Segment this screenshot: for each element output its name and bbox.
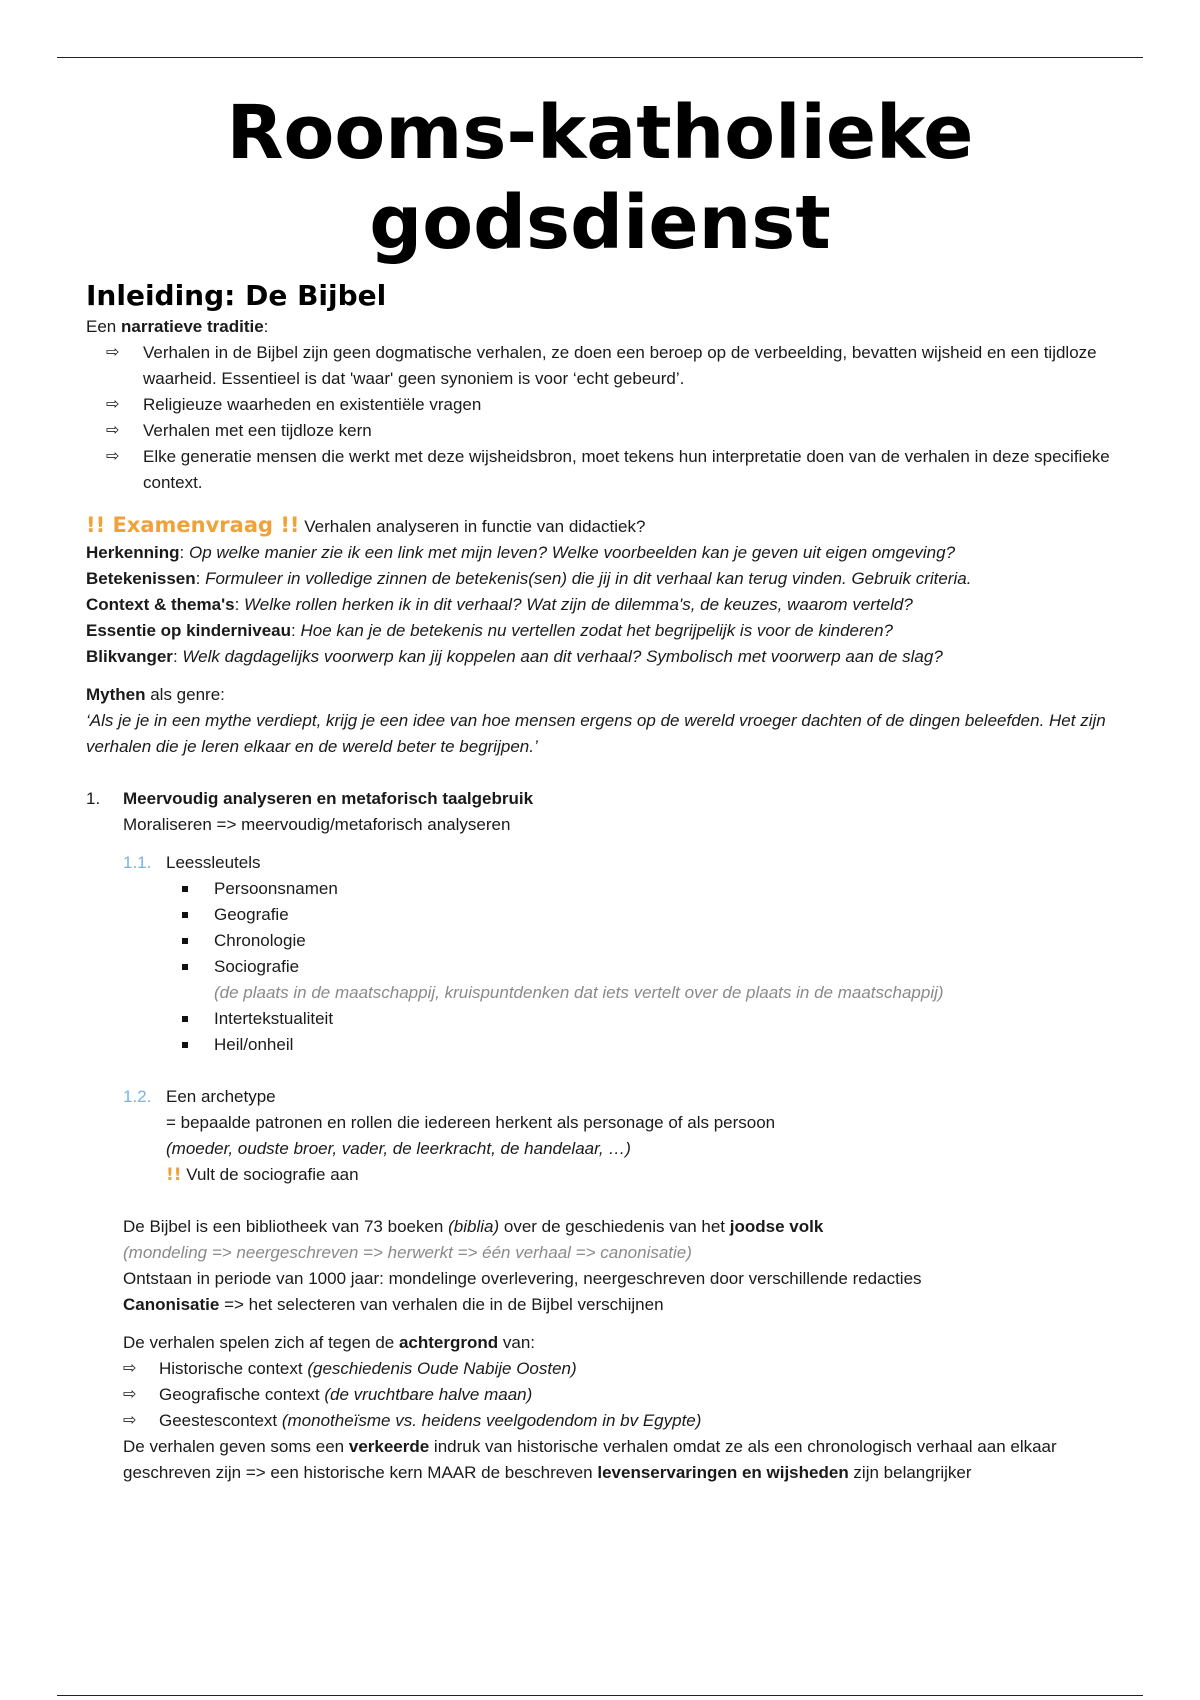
intro-line (86, 314, 1126, 340)
spacer (86, 1058, 1126, 1084)
title-line-1: Rooms-katholieke (226, 90, 974, 176)
list-item-text: Heil/onheil (214, 1035, 294, 1054)
spacer (86, 838, 1126, 850)
archetype-definition: = bepaalde patronen en rollen die iedereen herkent als personage of als persoon (166, 1113, 776, 1132)
square-bullet-icon (182, 964, 188, 970)
background-intro (86, 1330, 1126, 1356)
mythen-line (86, 682, 1126, 708)
top-rule (57, 57, 1143, 58)
subsection-1-1-title (86, 850, 1126, 876)
note-text: (de plaats in de maatschappij, kruispuntdenken dat iets vertelt over de plaats in de maatschappij) (214, 983, 944, 1002)
list-item (86, 1006, 1126, 1032)
list-item (86, 392, 1126, 418)
archetype-warning (86, 1162, 1126, 1188)
spacer (86, 1188, 1126, 1214)
warning-icon: !! (166, 1165, 182, 1185)
background-post: van: (498, 1333, 536, 1352)
intro-bold: narratieve traditie (120, 317, 264, 336)
arrow-icon: ⇨ (106, 344, 120, 361)
mythen-bold: Mythen (86, 685, 146, 704)
square-bullet-icon (182, 886, 188, 892)
background-bold: achtergrond (398, 1333, 499, 1352)
intro-point-text: Religieuze waarheden en existentiële vragen (143, 395, 482, 414)
subsection-title-text: Een archetype (166, 1087, 276, 1106)
subsection-1-2-title (86, 1084, 1126, 1110)
list-item (123, 1408, 1126, 1434)
closing-paragraph (86, 1434, 1126, 1486)
background-list (123, 1356, 1126, 1434)
context-italic: (de vruchtbare halve maan) (324, 1385, 533, 1404)
criterion: Context & thema's: Welke rollen herken ik in dit verhaal? Wat zijn de dilemma's, de keuzes, waarom verteld? (86, 595, 913, 614)
arrow-icon: ⇨ (106, 448, 120, 465)
list-item (86, 928, 1126, 954)
section-heading: Inleiding: De Bijbel (86, 279, 387, 312)
criterion-text: Op welke manier zie ik een link met mijn leven? Welke voorbeelden kan je geven uit eigen omgeving? (188, 543, 956, 562)
canonisatie-rest: => het selecteren van verhalen die in de Bijbel verschijnen (219, 1295, 664, 1314)
arrow-icon: ⇨ (106, 422, 120, 439)
list-item (86, 954, 1126, 980)
bottom-rule (57, 1695, 1143, 1696)
subsection-title-text: Leessleutels (166, 853, 261, 872)
list-item-text: Chronologie (214, 931, 306, 950)
list-item (86, 444, 1126, 496)
context-italic: (monotheïsme vs. heidens veelgodendom in bv Egypte) (281, 1411, 702, 1430)
criterion-text: Hoe kan je de betekenis nu vertellen zodat het begrijpelijk is voor de kinderen? (300, 621, 894, 640)
bible-line-2 (86, 1240, 1126, 1266)
spacer (86, 1318, 1126, 1330)
document-body (86, 278, 1126, 1486)
bible-bold: joodse volk (729, 1217, 824, 1236)
criterion: Herkenning: Op welke manier zie ik een link met mijn leven? Welke voorbeelden kan je geven uit eigen omgeving? (86, 543, 956, 562)
closing-text: indruk van historische verhalen omdat ze als een chronologisch verhaal aan elkaar geschreven zijn => een historische kern MAAR de beschreven (123, 1437, 1057, 1482)
bible-line-3: Ontstaan in periode van 1000 jaar: mondelinge overlevering, neergeschreven door verschillende redacties (123, 1269, 922, 1288)
criterion-label: Context & thema's (86, 595, 235, 614)
closing-bold: verkeerde (348, 1437, 430, 1456)
document-title (0, 88, 1200, 268)
context-italic: (geschiedenis Oude Nabije Oosten) (307, 1359, 577, 1378)
mythen-rest: als genre: (145, 685, 225, 704)
bible-italic: (biblia) (448, 1217, 500, 1236)
background-pre: De verhalen spelen zich af tegen de (123, 1333, 399, 1352)
section-number: 1. (86, 789, 101, 808)
canonisatie-bold: Canonisatie (123, 1295, 220, 1314)
closing-text: De verhalen geven soms een (123, 1437, 349, 1456)
warning-text: Vult de sociografie aan (186, 1165, 359, 1184)
mythen-quote (86, 708, 1126, 760)
criterion-label: Herkenning (86, 543, 180, 562)
arrow-icon: ⇨ (123, 1412, 137, 1429)
archetype-examples-text: (moeder, oudste broer, vader, de leerkracht, de handelaar, …) (166, 1139, 631, 1158)
reading-keys-list (86, 876, 1126, 1058)
criterion-text: Welke rollen herken ik in dit verhaal? Wat zijn de dilemma's, de keuzes, waarom verteld? (244, 595, 913, 614)
list-item (86, 418, 1126, 444)
arrow-icon: ⇨ (123, 1360, 137, 1377)
list-item-text: Intertekstualiteit (214, 1009, 334, 1028)
list-item (86, 340, 1126, 392)
intro-point-text: Elke generatie mensen die werkt met deze wijsheidsbron, moet tekens hun interpretatie doen van de verhalen in deze specifieke context. (143, 447, 1110, 492)
bible-text: over de geschiedenis van het (499, 1217, 730, 1236)
section-1-title (86, 786, 1126, 812)
bible-line-4 (86, 1292, 1126, 1318)
section-1-subtitle: Moraliseren => meervoudig/metaforisch analyseren (123, 815, 511, 834)
exam-tag: !! Examenvraag !! (86, 513, 300, 537)
section-title-text: Meervoudig analyseren en metaforisch taalgebruik (123, 789, 534, 808)
subsection-number: 1.1. (123, 853, 152, 872)
spacer (86, 670, 1126, 682)
square-bullet-icon (182, 1042, 188, 1048)
list-item-text: Persoonsnamen (214, 879, 338, 898)
bible-line-1 (86, 1214, 1126, 1240)
exam-question (86, 512, 1126, 540)
criterion-label: Betekenissen (86, 569, 196, 588)
list-item (86, 1032, 1126, 1058)
criterion-label: Essentie op kinderniveau (86, 621, 292, 640)
arrow-icon: ⇨ (123, 1386, 137, 1403)
spacer (86, 760, 1126, 786)
list-item-text: Geografie (214, 905, 289, 924)
archetype-examples (86, 1136, 1126, 1162)
intro-point-text: Verhalen met een tijdloze kern (143, 421, 372, 440)
intro-pre: Een (86, 317, 121, 336)
square-bullet-icon (182, 1016, 188, 1022)
context-text: Geestescontext (159, 1411, 282, 1430)
square-bullet-icon (182, 912, 188, 918)
exam-text: Verhalen analyseren in functie van didactiek? (304, 517, 646, 536)
list-item (86, 876, 1126, 902)
list-item (123, 1356, 1126, 1382)
closing-bold: levenservaringen en wijsheden (597, 1463, 849, 1482)
intro-point-text: Verhalen in de Bijbel zijn geen dogmatische verhalen, ze doen een beroep op de verbeelding, bevatten wijsheid en een tijdloze waarheid. Essentieel is dat 'waar' geen synoniem is voor ‘echt gebeurd’. (143, 343, 1097, 388)
bible-process: (mondeling => neergeschreven => herwerkt => één verhaal => canonisatie) (123, 1243, 692, 1262)
arrow-icon: ⇨ (106, 396, 120, 413)
list-item (86, 902, 1126, 928)
closing-text: zijn belangrijker (848, 1463, 972, 1482)
title-line-2: godsdienst (369, 180, 831, 266)
criterion: Essentie op kinderniveau: Hoe kan je de betekenis nu vertellen zodat het begrijpelijk is voor de kinderen? (86, 621, 894, 640)
criterion-label: Blikvanger (86, 647, 173, 666)
criterion: Betekenissen: Formuleer in volledige zinnen de betekenis(sen) die jij in dit verhaal kan terug vinden. Gebruik criteria. (86, 569, 972, 588)
context-text: Historische context (159, 1359, 308, 1378)
list-item (123, 1382, 1126, 1408)
bible-text: De Bijbel is een bibliotheek van 73 boeken (123, 1217, 449, 1236)
list-item-text: Sociografie (214, 957, 300, 976)
criterion: Blikvanger: Welk dagdagelijks voorwerp kan jij koppelen aan dit verhaal? Symbolisch met voorwerp aan de slag? (86, 647, 943, 666)
criterion-text: Welk dagdagelijks voorwerp kan jij koppelen aan dit verhaal? Symbolisch met voorwerp aan de slag? (182, 647, 943, 666)
subsection-number: 1.2. (123, 1087, 152, 1106)
criterion-text: Formuleer in volledige zinnen de betekenis(sen) die jij in dit verhaal kan terug vinden. Gebruik criteria. (205, 569, 972, 588)
intro-post: : (263, 317, 269, 336)
square-bullet-icon (182, 938, 188, 944)
intro-points (86, 340, 1126, 496)
sociografie-note (86, 980, 1126, 1006)
mythen-quote-text: ‘Als je je in een mythe verdiept, krijg je een idee van hoe mensen ergens op de wereld vroeger dachten of de dingen beleefden. Het zijn verhalen die je leren elkaar en de wereld beter te begrijpen.’ (86, 711, 1106, 756)
context-text: Geografische context (159, 1385, 325, 1404)
